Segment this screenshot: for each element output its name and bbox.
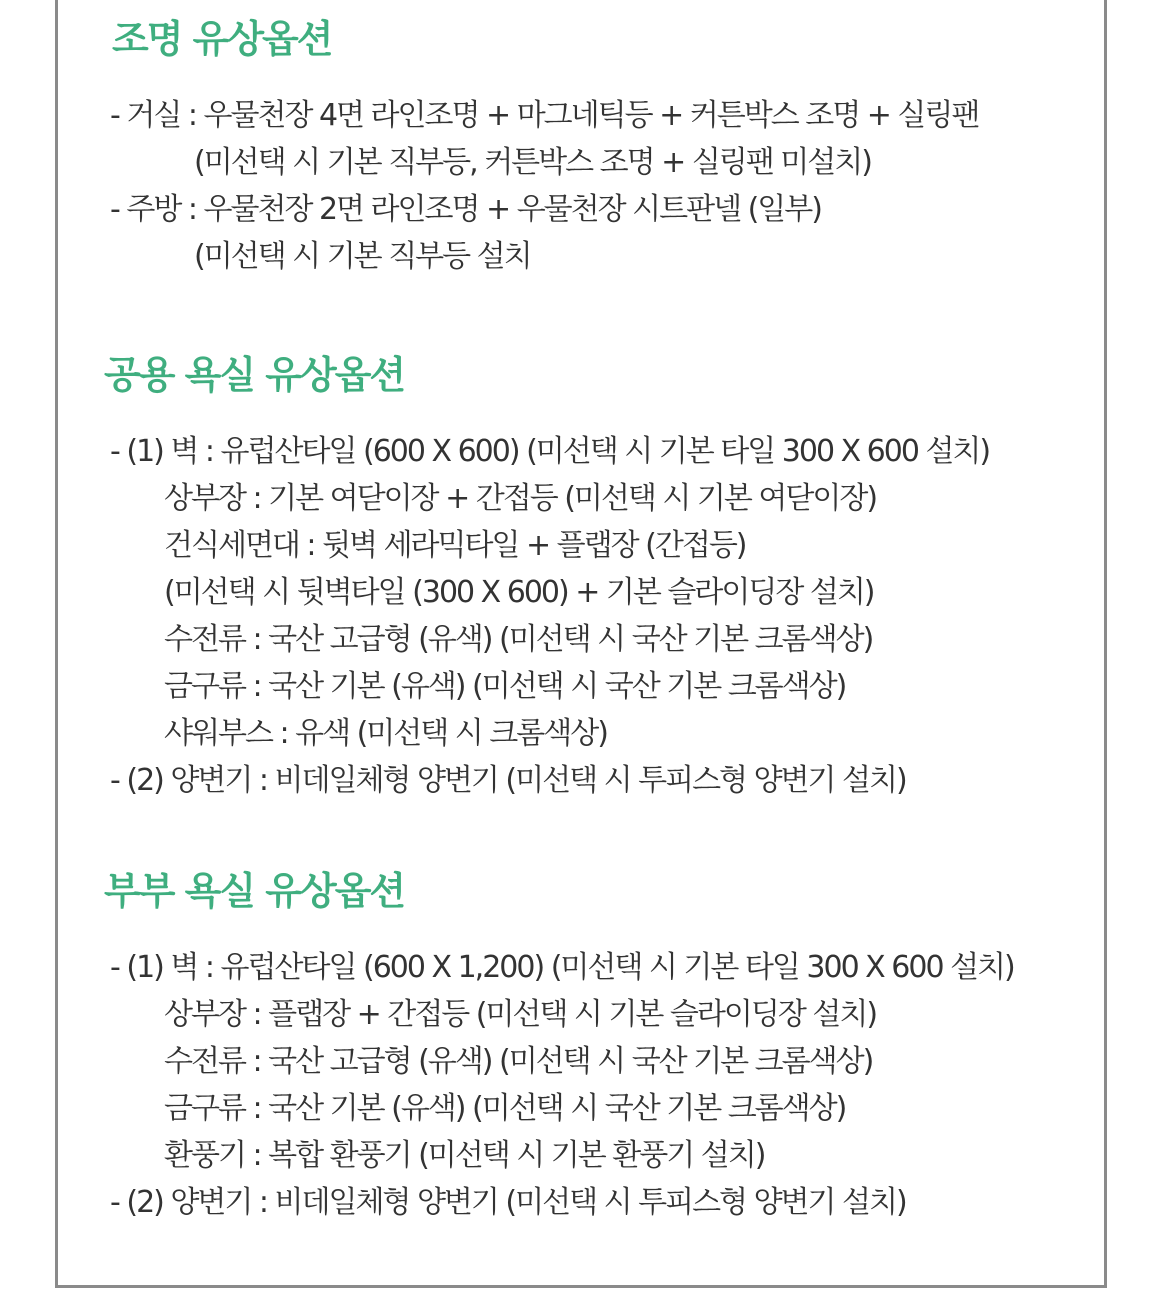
list-item: 수전류 : 국산 고급형 (유색) (미선택 시 국산 기본 크롬색상): [164, 1044, 873, 1079]
list-item: - (2) 양변기 : 비데일체형 양변기 (미선택 시 투피스형 양변기 설치): [110, 1185, 906, 1220]
list-item: (미선택 시 기본 직부등, 커튼박스 조명 + 실링팬 미설치): [194, 145, 871, 180]
list-item: 환풍기 : 복합 환풍기 (미선택 시 기본 환풍기 설치): [164, 1138, 765, 1173]
list-item: 샤워부스 : 유색 (미선택 시 크롬색상): [164, 716, 607, 751]
list-item: - 주방 : 우물천장 2면 라인조명 + 우물천장 시트판넬 (일부): [110, 192, 821, 227]
list-item: 금구류 : 국산 기본 (유색) (미선택 시 국산 기본 크롬색상): [164, 669, 846, 704]
list-item: 건식세면대 : 뒷벽 세라믹타일 + 플랩장 (간접등): [164, 528, 746, 563]
list-item: - (1) 벽 : 유럽산타일 (600 X 600) (미선택 시 기본 타일 300 X 600 설치): [110, 434, 990, 469]
master-bathroom-options-section: [58, 868, 1104, 1226]
common-bathroom-options-section: [58, 352, 1104, 804]
list-item: 금구류 : 국산 기본 (유색) (미선택 시 국산 기본 크롬색상): [164, 1091, 846, 1126]
lighting-options-title: 조명 유상옵션: [112, 17, 332, 61]
list-item: 상부장 : 플랩장 + 간접등 (미선택 시 기본 슬라이딩장 설치): [164, 997, 877, 1032]
common-bathroom-options-list: [58, 428, 1104, 804]
list-item: (미선택 시 기본 직부등 설치: [194, 239, 531, 274]
list-item: 상부장 : 기본 여닫이장 + 간접등 (미선택 시 기본 여닫이장): [164, 481, 877, 516]
list-item: (미선택 시 뒷벽타일 (300 X 600) + 기본 슬라이딩장 설치): [164, 575, 874, 610]
common-bathroom-options-title: 공용 욕실 유상옵션: [104, 353, 405, 397]
options-panel: [55, 0, 1107, 1288]
lighting-options-list: [58, 92, 1104, 280]
list-item: - (2) 양변기 : 비데일체형 양변기 (미선택 시 투피스형 양변기 설치): [110, 763, 906, 798]
list-item: - 거실 : 우물천장 4면 라인조명 + 마그네틱등 + 커튼박스 조명 + 실링팬: [110, 98, 979, 133]
list-item: - (1) 벽 : 유럽산타일 (600 X 1,200) (미선택 시 기본 타일 300 X 600 설치): [110, 950, 1014, 985]
master-bathroom-options-title: 부부 욕실 유상옵션: [104, 869, 405, 913]
lighting-options-section: [58, 16, 1104, 280]
list-item: 수전류 : 국산 고급형 (유색) (미선택 시 국산 기본 크롬색상): [164, 622, 873, 657]
master-bathroom-options-list: [58, 944, 1104, 1226]
